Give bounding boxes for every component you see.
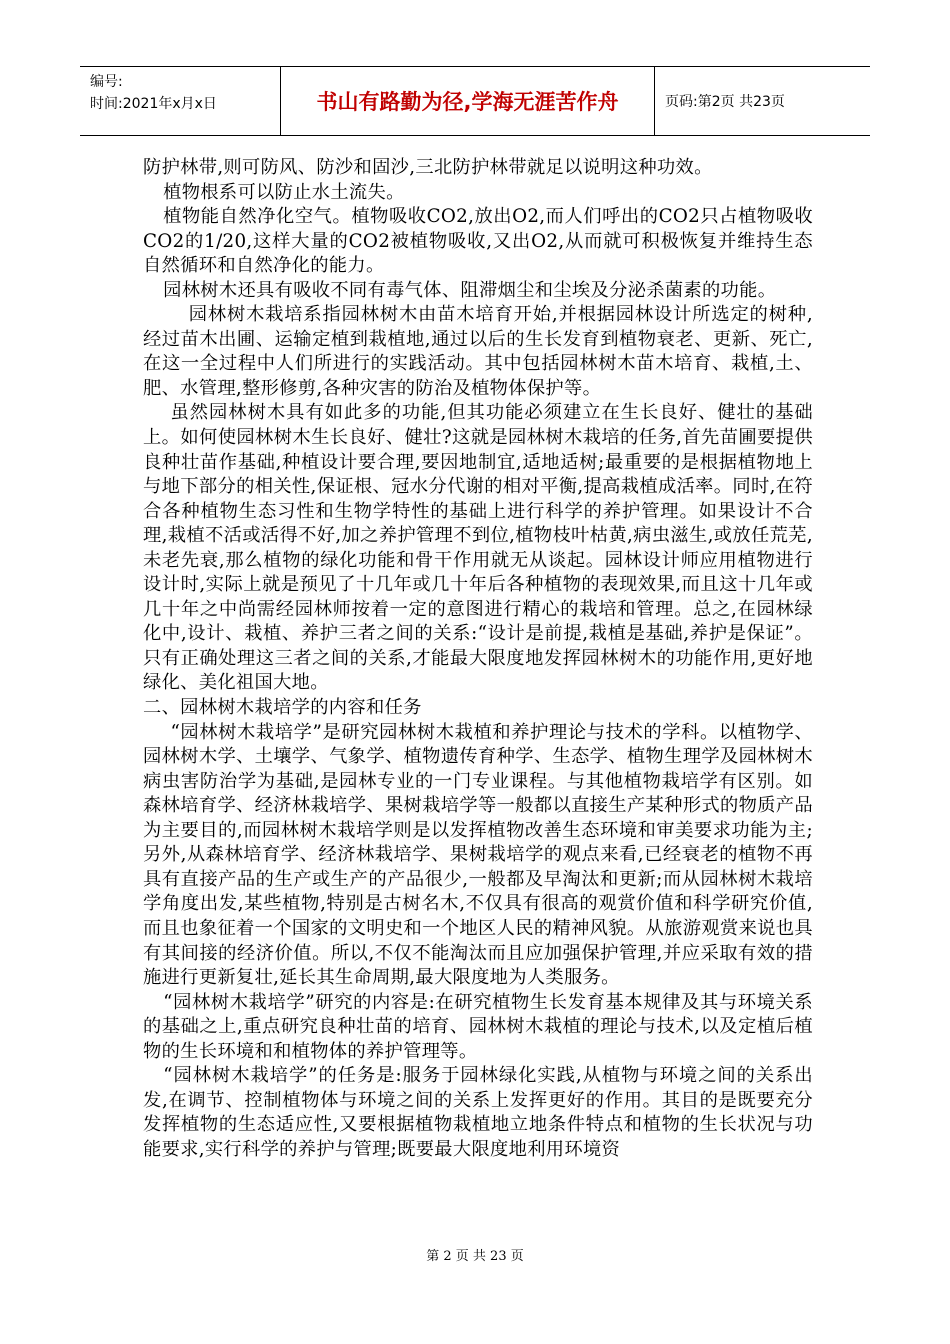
paragraph: “园林树木栽培学”的任务是:服务于园林绿化实践,从植物与环境之间的关系出发,在调节、控制植物体与环境之间的关系上发挥更好的作用。其目的是既要充分发挥植物的生态适应性,又要根据植物栽植地立地条件特点和植物的生长状况与功能要求,实行科学的养护与管理;既要最大限度地利用环境资 xyxy=(143,1065,813,1160)
paragraph: 防护林带,则可防风、防沙和固沙,三北防护林带就足以说明这种功效。 xyxy=(143,157,713,178)
paragraph: 园林树木还具有吸收不同有毒气体、阻滞烟尘和尘埃及分泌杀菌素的功能。 xyxy=(163,279,777,301)
header-page-info: 页码:第2页 共23页 xyxy=(665,94,785,110)
paragraph: 虽然园林树木具有如此多的功能,但其功能必须建立在生长良好、健壮的基础上。如何使园林树木生长良好、健壮?这就是园林树木栽培的任务,首先苗圃要提供良种壮苗作基础,种植设计要合理,要因地制宜,适地适树;最重要的是根据植物地上与地下部分的相关性,保证根、冠水分代谢的相对平衡,提高栽植成活率。同时,在符合各种植物生态习性和生物学特性的基础上进行科学的养护管理。如果设计不合理,栽植不活或活得不好,加之养护管理不到位,植物枝叶枯黄,病虫滋生,或放任荒芜,未老先衰,那么植物的绿化功能和骨干作用就无从谈起。园林设计师应用植物进行设计时,实际上就是预见了十几年或几十年后各种植物的表现效果,而且这十几年或几十年之中尚需经园林师按着一定的意图进行精心的栽培和管理。总之,在园林绿化中,设计、栽植、养护三者之间的关系:“设计是前提,栽植是基础,养护是保证”。只有正确处理这三者之间的关系,才能最大限度地发挥园林树木的功能作用,更好地绿化、美化祖国大地。 xyxy=(143,402,813,694)
document-time-label: 时间:2021年x月x日 xyxy=(90,96,217,112)
section-heading: 二、园林树木栽培学的内容和任务 xyxy=(143,697,422,719)
paragraph: “园林树木栽培学”研究的内容是:在研究植物生长发育基本规律及其与环境关系的基础之上,重点研究良种壮苗的培育、园林树木栽植的理论与技术,以及定植后植物的生长环境和和植物体的养护管理等。 xyxy=(143,991,813,1062)
paragraph: 园林树木栽培系指园林树木由苗木培育开始,并根据园林设计所选定的树种,经过苗木出圃、运输定植到栽植地,通过以后的生长发育到植物衰老、更新、死亡,在这一全过程中人们所进行的实践活动。其中包括园林树木苗木培育、栽植,土、肥、水管理,整形修剪,各种灾害的防治及植物体保护等。 xyxy=(143,304,813,399)
page-footer: 第 2 页 共 23 页 xyxy=(426,1249,524,1264)
document-number-label: 编号: xyxy=(90,74,123,90)
header-motto: 书山有路勤为径,学海无涯苦作舟 xyxy=(280,67,655,135)
page-header xyxy=(80,66,870,136)
paragraph: 植物根系可以防止水土流失。 xyxy=(163,181,405,203)
paragraph: “园林树木栽培学”是研究园林树木栽植和养护理论与技术的学科。以植物学、园林树木学、土壤学、气象学、植物遗传育种学、生态学、植物生理学及园林树木病虫害防治学为基础,是园林专业的一门专业课程。与其他植物栽培学有区别。如森林培育学、经济林栽培学、果树栽培学等一般都以直接生产某种形式的物质产品为主要目的,而园林树木栽培学则是以发挥植物改善生态环境和审美要求功能为主;另外,从森林培育学、经济林栽培学、果树栽培学的观点来看,已经衰老的植物不再具有直接产品的生产或生产的产品很少,一般都及早淘汰和更新;而从园林树木栽培学角度出发,某些植物,特别是古树名木,不仅具有很高的观赏价值和科学研究价值,而且也象征着一个国家的文明史和一个地区人民的精神风貌。从旅游观赏来说也具有其间接的经济价值。所以,不仅不能淘汰而且应加强保护管理,并应采取有效的措施进行更新复壮,延长其生命周期,最大限度地为人类服务。 xyxy=(143,721,813,989)
document-body xyxy=(143,156,813,1162)
paragraph: 植物能自然净化空气。植物吸收CO2,放出O2,而人们呼出的CO2只占植物吸收CO2的1/20,这样大量的CO2被植物吸收,又出O2,从而就可积极恢复并维持生态自然循环和自然净化的能力。 xyxy=(143,206,813,277)
header-meta xyxy=(80,67,280,135)
